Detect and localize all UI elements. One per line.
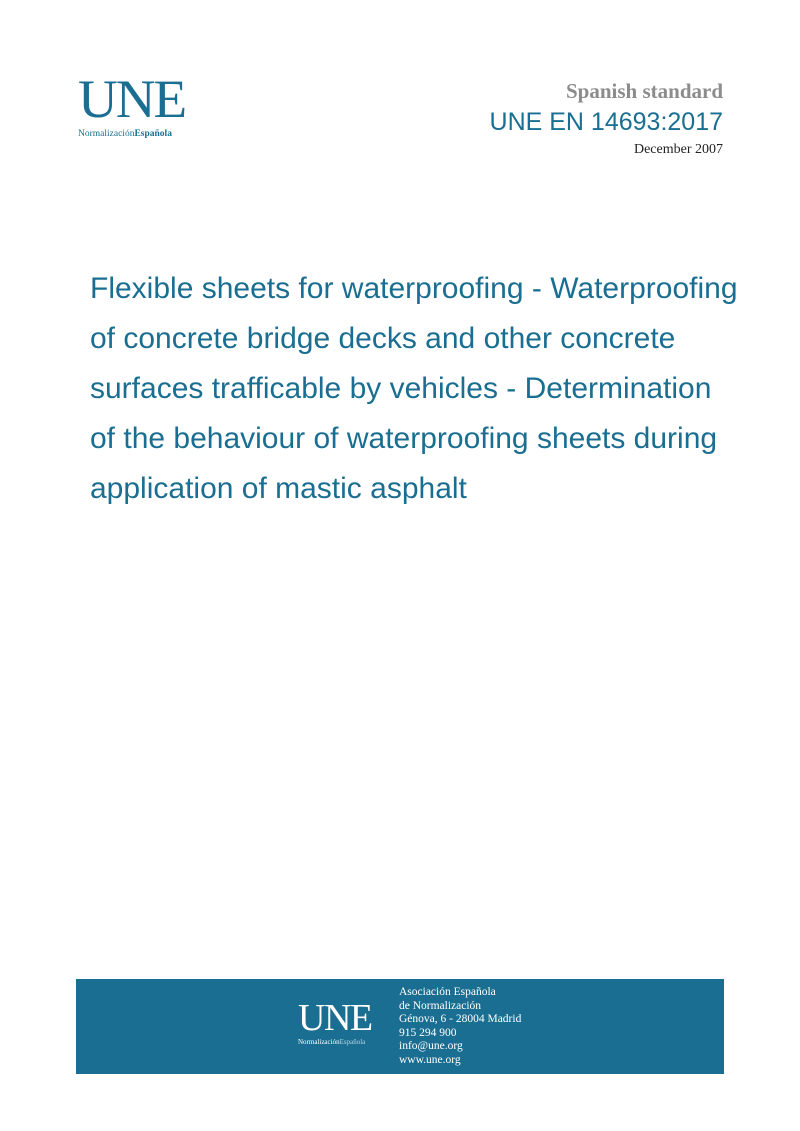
- tagline-bold: Española: [134, 129, 172, 139]
- document-title: [90, 264, 790, 514]
- title-line: of concrete bridge decks and other concrete: [90, 322, 676, 355]
- footer-une-logo: [298, 997, 372, 1046]
- title-line: surfaces trafficable by vehicles - Determination: [90, 372, 712, 405]
- footer-tagline-bold: Española: [339, 1038, 366, 1046]
- email-link[interactable]: info@une.org: [399, 1040, 463, 1053]
- footer-logo-wordmark: UNE: [298, 997, 372, 1039]
- footer-band: [76, 979, 724, 1074]
- une-logo-wordmark: UNE: [78, 69, 186, 129]
- footer-address: [399, 986, 521, 1068]
- une-logo: [78, 69, 198, 139]
- address-line: Génova, 6 - 28004 Madrid: [399, 1013, 522, 1026]
- website-link[interactable]: www.une.org: [399, 1053, 461, 1066]
- title-line: of the behaviour of waterproofing sheets during: [90, 422, 718, 455]
- footer-tagline-normal: Normalización: [298, 1038, 340, 1046]
- address-line: de Normalización: [399, 999, 482, 1012]
- phone-number: 915 294 900: [399, 1026, 457, 1039]
- footer-logo-tagline: [298, 1038, 372, 1046]
- title-line: application of mastic asphalt: [90, 472, 467, 505]
- address-line: Asociación Española: [399, 986, 496, 998]
- standard-date: December 2007: [633, 142, 723, 157]
- tagline-normal: Normalización: [78, 129, 135, 139]
- standard-header: [490, 78, 723, 160]
- une-logo-tagline: [78, 129, 198, 139]
- standard-code: UNE EN 14693:2017: [489, 108, 723, 136]
- standard-kind: Spanish standard: [566, 79, 723, 103]
- title-line: Flexible sheets for waterproofing - Waterproofing: [90, 272, 738, 305]
